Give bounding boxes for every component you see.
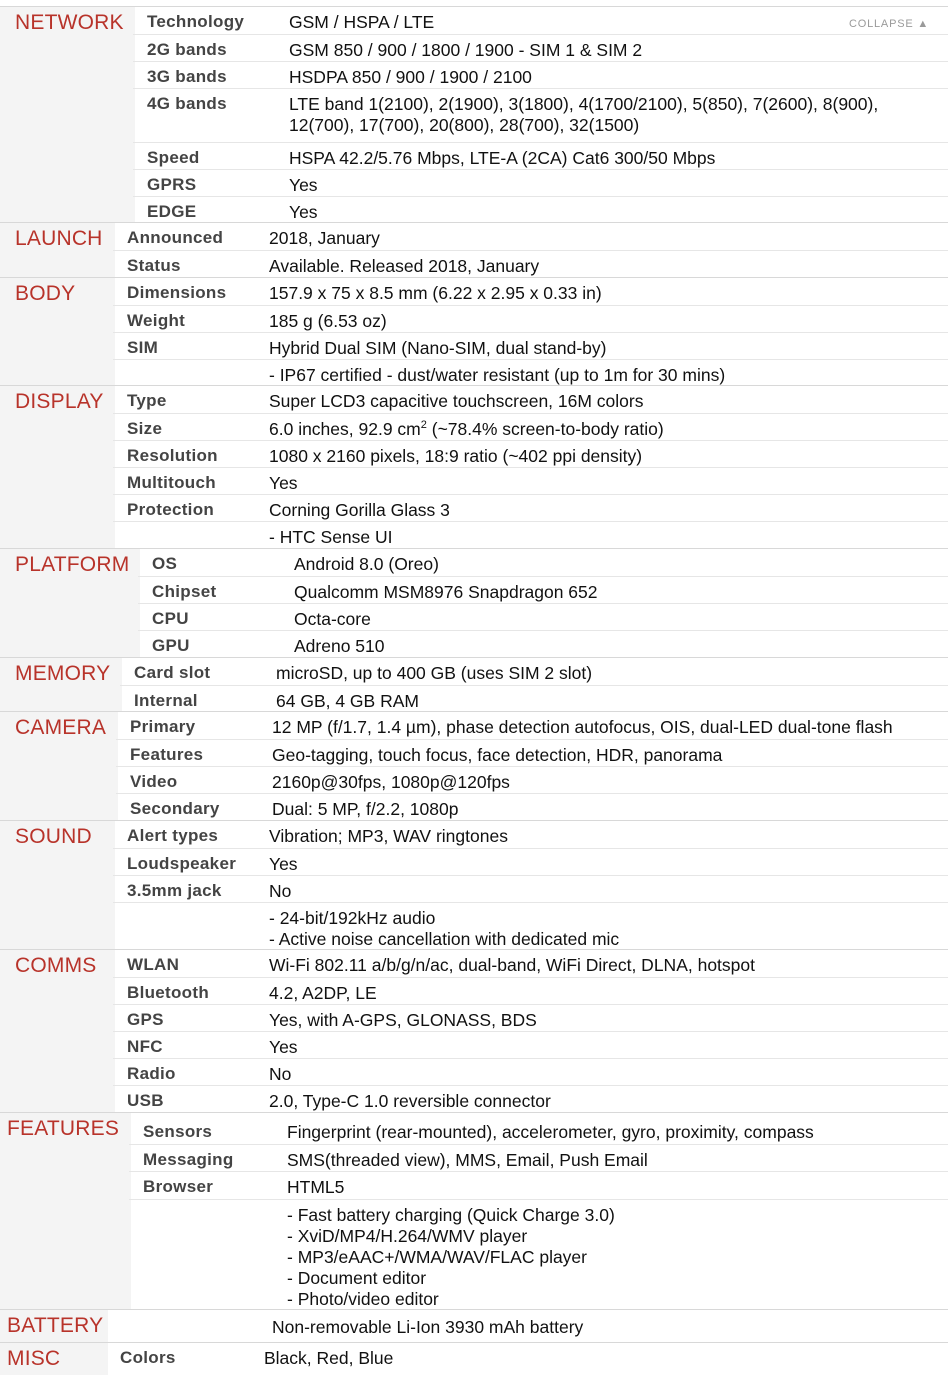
spec-key: Speed [147,148,200,167]
spec-key: Browser [143,1177,214,1196]
spec-value: GSM / HSPA / LTE [289,12,435,32]
spec-key: OS [152,554,178,573]
section-title: CAMERA [15,716,107,739]
spec-row-multitouch [113,467,948,495]
section-title: PLATFORM [15,553,130,576]
spec-key: Weight [127,311,186,330]
spec-value: Qualcomm MSM8976 Snapdragon 652 [294,582,598,602]
spec-value: Android 8.0 (Oreo) [294,554,439,574]
spec-value: Super LCD3 capacitive touchscreen, 16M colors [269,391,644,411]
spec-value: Black, Red, Blue [264,1348,394,1368]
section-misc [0,1342,948,1375]
spec-key: Dimensions [127,283,227,302]
spec-row-gps [113,1004,948,1032]
spec-value: Octa-core [294,609,371,629]
spec-row-gpu [138,630,948,659]
spec-value: 64 GB, 4 GB RAM [276,691,419,711]
spec-key: Chipset [152,582,217,601]
spec-value: HTML5 [287,1177,345,1197]
section-comms [0,949,948,1113]
section-sound [0,820,948,950]
spec-key: Radio [127,1064,176,1083]
spec-row-wlan [113,950,948,977]
spec-key: Internal [134,691,198,710]
section-memory [0,657,948,712]
spec-row-technology [133,7,948,34]
spec-row-4g-bands [133,88,948,143]
section-features [0,1112,948,1310]
spec-key: WLAN [127,955,180,974]
spec-row-note [129,1199,948,1311]
section-title: DISPLAY [15,390,104,413]
spec-key: Technology [147,12,245,31]
spec-value: Yes [289,175,318,195]
spec-key: GPU [152,636,190,655]
spec-key: Protection [127,500,215,519]
spec-row-browser [129,1171,948,1200]
spec-key: USB [127,1091,164,1110]
spec-value: Non-removable Li-Ion 3930 mAh battery [272,1317,584,1337]
spec-value: Yes, with A-GPS, GLONASS, BDS [269,1010,537,1030]
spec-value: SMS(threaded view), MMS, Email, Push Email [287,1150,648,1170]
spec-row-sensors [129,1117,948,1144]
spec-row-2g-bands [133,34,948,62]
spec-row-alert-types [113,821,948,848]
spec-row-note [113,902,948,951]
spec-key: Primary [130,717,196,736]
spec-value: Geo-tagging, touch focus, face detection, HDR, panorama [272,745,723,765]
spec-row-size [113,413,948,441]
spec-key: SIM [127,338,159,357]
section-title: MISC [7,1347,61,1370]
spec-value: - IP67 certified - dust/water resistant (up to 1m for 30 mins) [269,365,726,385]
spec-value: - HTC Sense UI [269,527,393,547]
spec-value: Yes [289,202,318,222]
spec-value-text: 6.0 inches, 92.9 cm [269,419,421,439]
spec-key: Loudspeaker [127,854,237,873]
spec-value: 157.9 x 75 x 8.5 mm (6.22 x 2.95 x 0.33 in) [269,283,602,303]
spec-value: Corning Gorilla Glass 3 [269,500,450,520]
section-launch [0,222,948,278]
spec-row-messaging [129,1144,948,1172]
spec-value: Yes [269,1037,298,1057]
spec-value: Fingerprint (rear-mounted), accelerometer, gyro, proximity, compass [287,1122,814,1142]
spec-key: Multitouch [127,473,216,492]
spec-key: Messaging [143,1150,234,1169]
spec-key: Sensors [143,1122,213,1141]
spec-row-3g-bands [133,61,948,89]
spec-value: LTE band 1(2100), 2(1900), 3(1800), 4(1700/2100), 5(850), 7(2600), 8(900), 12(700), 17(700), 20(800), 28(700), 32(1500) [289,94,879,135]
spec-row-chipset [138,576,948,604]
spec-value: Adreno 510 [294,636,385,656]
section-display [0,385,948,549]
spec-value: Wi-Fi 802.11 a/b/g/n/ac, dual-band, WiFi Direct, DLNA, hotspot [269,955,755,975]
spec-value: Yes [269,854,298,874]
section-title: BATTERY [7,1314,104,1337]
spec-value: Available. Released 2018, January [269,256,540,276]
spec-value: 2018, January [269,228,380,248]
spec-value: 12 MP (f/1.7, 1.4 µm), phase detection autofocus, OIS, dual-LED dual-tone flash [272,717,893,737]
spec-value: microSD, up to 400 GB (uses SIM 2 slot) [276,663,593,683]
section-title: FEATURES [7,1117,120,1140]
spec-key: GPRS [147,175,197,194]
spec-value: Vibration; MP3, WAV ringtones [269,826,508,846]
spec-key: Features [130,745,204,764]
section-label-column [0,1113,131,1310]
spec-key: GPS [127,1010,164,1029]
section-title: SOUND [15,825,92,848]
spec-key: 2G bands [147,40,227,59]
spec-row-dimensions [113,278,948,305]
spec-row-weight [113,305,948,333]
spec-row-note [113,521,948,550]
spec-value: Hybrid Dual SIM (Nano-SIM, dual stand-by) [269,338,607,358]
spec-row-bluetooth [113,977,948,1005]
spec-row-colors [106,1343,948,1375]
spec-value: - Fast battery charging (Quick Charge 3.0) - XviD/MP4/H.264/WMV player - MP3/eAAC+/WMA/WAV/FLAC player - Document editor - Photo/video editor [287,1205,615,1309]
section-platform [0,548,948,658]
spec-value: HSDPA 850 / 900 / 1900 / 2100 [289,67,532,87]
section-label-column [0,7,135,223]
spec-row-status [113,250,948,279]
spec-row-resolution [113,440,948,468]
spec-key: EDGE [147,202,197,221]
spec-row-nfc [113,1031,948,1059]
spec-key: Alert types [127,826,219,845]
spec-row-primary [116,712,948,739]
spec-row-secondary [116,793,948,822]
spec-key: Resolution [127,446,218,465]
section-network [0,6,948,223]
spec-key: Bluetooth [127,983,210,1002]
spec-value: 1080 x 2160 pixels, 18:9 ratio (~402 ppi density) [269,446,643,466]
collapse-button[interactable]: COLLAPSE ▲ [849,18,930,30]
spec-row-speed [133,142,948,170]
spec-key: CPU [152,609,189,628]
spec-row-video [116,766,948,794]
spec-row-announced [113,223,948,250]
spec-key: Size [127,419,163,438]
spec-row-note [106,1312,948,1343]
section-title: COMMS [15,954,97,977]
spec-value: Dual: 5 MP, f/2.2, 1080p [272,799,459,819]
spec-key: Card slot [134,663,211,682]
spec-row-loudspeaker [113,848,948,876]
spec-row-os [138,549,948,576]
spec-row-cpu [138,603,948,631]
section-title: MEMORY [15,662,111,685]
spec-value [269,419,664,440]
spec-row-card-slot [120,658,948,685]
spec-row-3-5mm-jack [113,875,948,903]
spec-row-radio [113,1058,948,1086]
spec-row-gprs [133,169,948,197]
spec-value: - 24-bit/192kHz audio - Active noise cancellation with dedicated mic [269,908,620,949]
superscript: 2 [420,419,427,432]
spec-value: HSPA 42.2/5.76 Mbps, LTE-A (2CA) Cat6 300/50 Mbps [289,148,716,168]
spec-value: 2160p@30fps, 1080p@120fps [272,772,510,792]
spec-key: Announced [127,228,224,247]
spec-row-edge [133,196,948,224]
spec-row-usb [113,1085,948,1114]
spec-row-protection [113,494,948,522]
spec-value: No [269,881,292,901]
spec-value: 4.2, A2DP, LE [269,983,377,1003]
spec-key: 3G bands [147,67,227,86]
spec-key: Secondary [130,799,220,818]
spec-value: 185 g (6.53 oz) [269,311,387,331]
spec-value: GSM 850 / 900 / 1800 / 1900 - SIM 1 & SIM 2 [289,40,643,60]
spec-row-note [113,359,948,387]
section-battery [0,1309,948,1343]
spec-row-type [113,386,948,413]
spec-row-sim [113,332,948,360]
section-title: NETWORK [15,11,124,34]
section-title: LAUNCH [15,227,103,250]
spec-row-internal [120,685,948,713]
spec-value-text: (~78.4% screen-to-body ratio) [426,419,664,439]
spec-row-features [116,739,948,767]
section-title: BODY [15,282,76,305]
spec-value: No [269,1064,292,1084]
spec-key: Colors [120,1348,176,1367]
spec-value: 2.0, Type-C 1.0 reversible connector [269,1091,551,1111]
spec-key: NFC [127,1037,163,1056]
spec-key: 4G bands [147,94,227,113]
spec-key: Video [130,772,178,791]
spec-key: Status [127,256,181,275]
spec-key: 3.5mm jack [127,881,222,900]
section-body [0,277,948,386]
spec-value: Yes [269,473,298,493]
section-camera [0,711,948,821]
spec-key: Type [127,391,167,410]
